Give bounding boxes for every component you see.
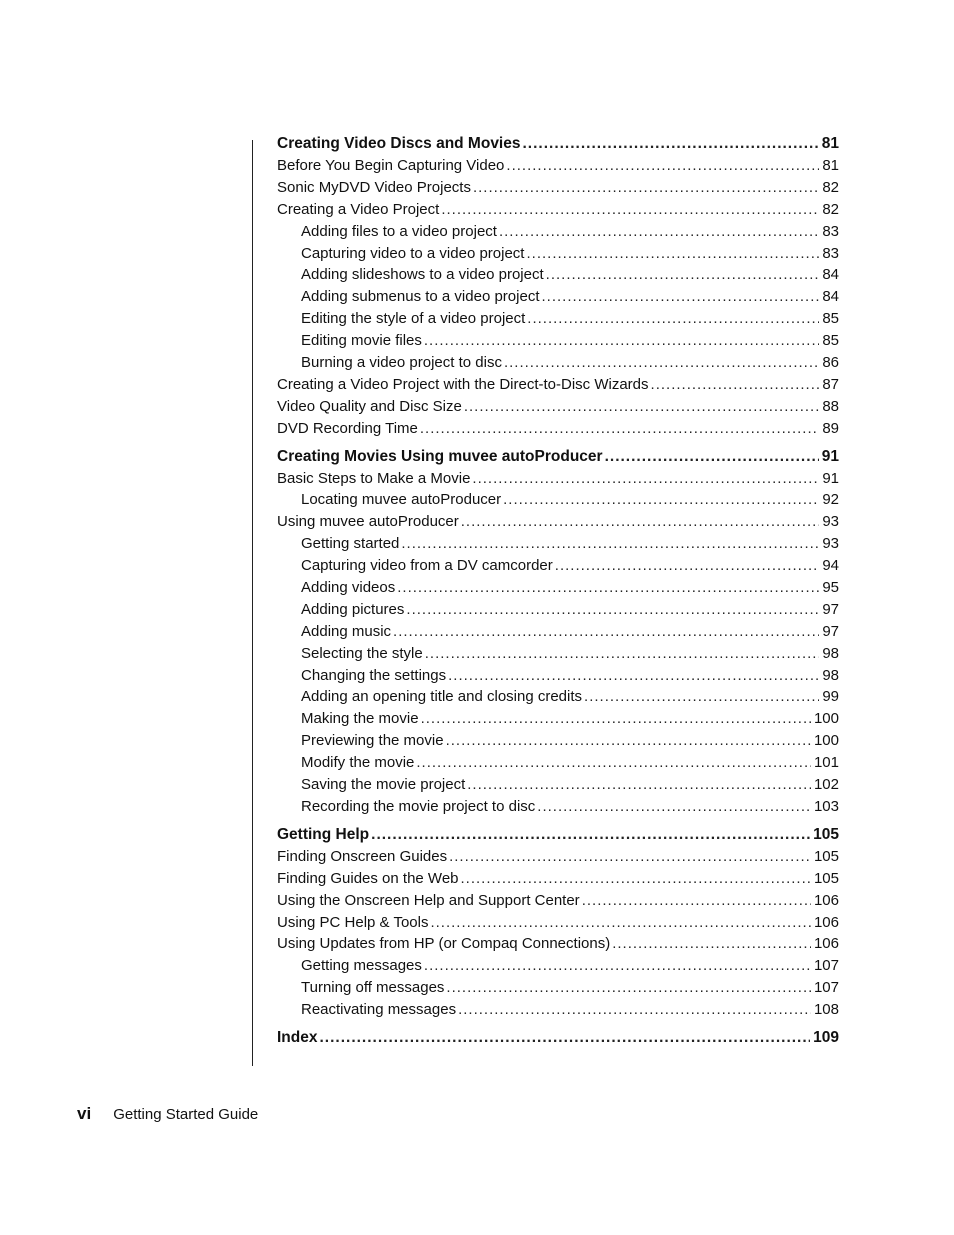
dot-leader bbox=[473, 177, 819, 199]
dot-leader bbox=[401, 533, 819, 555]
toc-chapter-entry[interactable] bbox=[277, 133, 839, 155]
toc-entry-title: Editing movie files bbox=[301, 332, 422, 350]
toc-entry[interactable] bbox=[277, 665, 839, 687]
toc-entry[interactable] bbox=[277, 352, 839, 374]
toc-entry[interactable] bbox=[277, 468, 839, 490]
toc-entry-title: Creating a Video Project with the Direct-to-Disc Wizards bbox=[277, 375, 649, 393]
toc-entry[interactable] bbox=[277, 999, 839, 1021]
toc-entry-page: 102 bbox=[813, 776, 839, 794]
toc-entry-page: 83 bbox=[822, 244, 839, 262]
toc-entry-page: 101 bbox=[813, 754, 839, 772]
toc-entry-page: 108 bbox=[813, 1001, 839, 1019]
toc-entry-title: Adding music bbox=[301, 622, 392, 640]
dot-leader bbox=[582, 890, 811, 912]
toc-entry-page: 107 bbox=[813, 957, 839, 975]
toc-entry[interactable] bbox=[277, 155, 839, 177]
dot-leader bbox=[416, 752, 811, 774]
toc-entry-title: Using muvee autoProducer bbox=[277, 513, 459, 531]
toc-entry[interactable] bbox=[277, 418, 839, 440]
toc-entry-title: Burning a video project to disc bbox=[301, 354, 502, 372]
dot-leader bbox=[527, 308, 819, 330]
toc-entry[interactable] bbox=[277, 868, 839, 890]
toc-entry[interactable] bbox=[277, 708, 839, 730]
toc-entry-page: 95 bbox=[822, 579, 839, 597]
toc-entry-title: Getting started bbox=[301, 535, 400, 553]
dot-leader bbox=[424, 955, 811, 977]
toc-entry[interactable] bbox=[277, 555, 839, 577]
toc-entry-title: Before You Begin Capturing Video bbox=[277, 157, 505, 174]
dot-leader bbox=[424, 330, 819, 352]
toc-entry[interactable] bbox=[277, 511, 839, 533]
toc-entry[interactable] bbox=[277, 933, 839, 955]
toc-entry[interactable] bbox=[277, 599, 839, 621]
margin-rule bbox=[252, 140, 253, 1066]
toc-entry[interactable] bbox=[277, 199, 839, 221]
dot-leader bbox=[526, 243, 819, 265]
page-footer bbox=[77, 1104, 258, 1124]
toc-entry-title: Selecting the style bbox=[301, 644, 423, 662]
toc-entry-page: 99 bbox=[822, 688, 839, 706]
toc-entry-title: Adding an opening title and closing credits bbox=[301, 688, 583, 706]
dot-leader bbox=[464, 396, 819, 418]
toc-entry-title: Adding files to a video project bbox=[301, 222, 497, 240]
dot-leader bbox=[584, 686, 819, 708]
toc-entry-page: 97 bbox=[822, 600, 839, 618]
toc-entry-page: 109 bbox=[813, 1028, 839, 1046]
toc-entry-title: Capturing video to a video project bbox=[301, 244, 525, 262]
toc-entry-page: 81 bbox=[822, 157, 839, 174]
toc-entry-page: 89 bbox=[822, 419, 839, 437]
toc-entry-page: 82 bbox=[822, 178, 839, 196]
dot-leader bbox=[541, 286, 819, 308]
toc-entry-page: 83 bbox=[822, 222, 839, 240]
toc-entry-title: Previewing the movie bbox=[301, 732, 444, 750]
toc-chapter-entry[interactable] bbox=[277, 824, 839, 846]
toc-entry-title: Creating Movies Using muvee autoProducer bbox=[277, 447, 603, 465]
toc-entry-page: 106 bbox=[813, 891, 839, 909]
toc-entry-title: Making the movie bbox=[301, 710, 419, 728]
toc-entry[interactable] bbox=[277, 577, 839, 599]
dot-leader bbox=[421, 708, 811, 730]
toc-entry-title: Sonic MyDVD Video Projects bbox=[277, 178, 471, 196]
toc-entry-page: 106 bbox=[813, 913, 839, 931]
toc-entry-title: Adding submenus to a video project bbox=[301, 288, 540, 306]
dot-leader bbox=[449, 846, 811, 868]
toc-entry-title: Basic Steps to Make a Movie bbox=[277, 469, 471, 487]
dot-leader bbox=[503, 489, 819, 511]
toc-entry[interactable] bbox=[277, 686, 839, 708]
toc-entry-page: 97 bbox=[822, 622, 839, 640]
dot-leader bbox=[504, 352, 819, 374]
toc-entry[interactable] bbox=[277, 643, 839, 665]
toc-entry-title: Adding slideshows to a video project bbox=[301, 266, 544, 284]
toc-entry-title: Saving the movie project bbox=[301, 776, 466, 794]
toc-entry[interactable] bbox=[277, 533, 839, 555]
dot-leader bbox=[651, 374, 820, 396]
toc-entry[interactable] bbox=[277, 177, 839, 199]
toc-entry-title: Creating Video Discs and Movies bbox=[277, 135, 521, 152]
toc-chapter-entry[interactable] bbox=[277, 446, 839, 468]
dot-leader bbox=[393, 621, 819, 643]
toc-entry-page: 91 bbox=[822, 469, 839, 487]
dot-leader bbox=[371, 824, 810, 846]
toc-entry-title: Turning off messages bbox=[301, 979, 445, 997]
toc-entry[interactable] bbox=[277, 955, 839, 977]
toc-entry[interactable] bbox=[277, 396, 839, 418]
dot-leader bbox=[467, 774, 811, 796]
dot-leader bbox=[555, 555, 820, 577]
dot-leader bbox=[522, 133, 818, 155]
toc-entry-title: Creating a Video Project bbox=[277, 200, 440, 218]
toc-entry-title: Using the Onscreen Help and Support Center bbox=[277, 891, 580, 909]
toc-entry[interactable] bbox=[277, 221, 839, 243]
dot-leader bbox=[319, 1027, 810, 1049]
toc-entry-title: Video Quality and Disc Size bbox=[277, 397, 462, 415]
toc-entry-page: 93 bbox=[822, 535, 839, 553]
dot-leader bbox=[430, 912, 811, 934]
dot-leader bbox=[506, 155, 819, 177]
dot-leader bbox=[499, 221, 819, 243]
dot-leader bbox=[472, 468, 819, 490]
toc-entry-title: Using PC Help & Tools bbox=[277, 913, 429, 931]
toc-entry[interactable] bbox=[277, 752, 839, 774]
toc-entry-title: Getting Help bbox=[277, 825, 370, 843]
dot-leader bbox=[420, 418, 819, 440]
toc-entry[interactable] bbox=[277, 308, 839, 330]
dot-leader bbox=[425, 643, 820, 665]
dot-leader bbox=[461, 511, 820, 533]
page-number: vi bbox=[77, 1104, 92, 1123]
toc-entry[interactable] bbox=[277, 796, 839, 818]
toc-entry-title: Recording the movie project to disc bbox=[301, 797, 536, 815]
toc-entry-title: DVD Recording Time bbox=[277, 419, 418, 437]
dot-leader bbox=[406, 599, 819, 621]
guide-title: Getting Started Guide bbox=[113, 1106, 259, 1123]
toc-entry-title: Adding pictures bbox=[301, 600, 405, 618]
toc-entry[interactable] bbox=[277, 890, 839, 912]
toc-entry-title: Adding videos bbox=[301, 579, 396, 597]
toc-entry-page: 98 bbox=[822, 666, 839, 684]
toc-entry-page: 100 bbox=[813, 732, 839, 750]
toc-entry[interactable] bbox=[277, 912, 839, 934]
toc-entry-page: 105 bbox=[813, 847, 839, 865]
toc-entry[interactable] bbox=[277, 621, 839, 643]
toc-entry-page: 98 bbox=[822, 644, 839, 662]
toc-entry-title: Reactivating messages bbox=[301, 1001, 457, 1019]
toc-entry-page: 94 bbox=[822, 557, 839, 575]
toc-entry-page: 84 bbox=[822, 288, 839, 306]
table-of-contents bbox=[277, 133, 839, 1049]
toc-entry[interactable] bbox=[277, 243, 839, 265]
toc-entry-page: 107 bbox=[813, 979, 839, 997]
toc-entry-page: 92 bbox=[822, 491, 839, 509]
toc-entry-title: Changing the settings bbox=[301, 666, 447, 684]
toc-entry-title: Using Updates from HP (or Compaq Connections) bbox=[277, 935, 611, 953]
toc-entry[interactable] bbox=[277, 489, 839, 511]
toc-entry-title: Modify the movie bbox=[301, 754, 415, 772]
toc-entry-page: 105 bbox=[813, 869, 839, 887]
toc-entry-title: Index bbox=[277, 1028, 318, 1046]
toc-entry-page: 93 bbox=[822, 513, 839, 531]
dot-leader bbox=[397, 577, 819, 599]
toc-entry-title: Capturing video from a DV camcorder bbox=[301, 557, 553, 575]
toc-entry-page: 85 bbox=[822, 310, 839, 328]
toc-entry-page: 82 bbox=[822, 200, 839, 218]
toc-entry[interactable] bbox=[277, 374, 839, 396]
toc-entry[interactable] bbox=[277, 774, 839, 796]
toc-entry-page: 106 bbox=[813, 935, 839, 953]
dot-leader bbox=[546, 264, 820, 286]
dot-leader bbox=[461, 868, 811, 890]
toc-entry-page: 88 bbox=[822, 397, 839, 415]
toc-entry-title: Locating muvee autoProducer bbox=[301, 491, 502, 509]
toc-entry-page: 100 bbox=[813, 710, 839, 728]
toc-entry[interactable] bbox=[277, 977, 839, 999]
toc-entry[interactable] bbox=[277, 846, 839, 868]
toc-entry-page: 105 bbox=[813, 825, 839, 843]
dot-leader bbox=[441, 199, 819, 221]
dot-leader bbox=[446, 977, 811, 999]
dot-leader bbox=[446, 730, 811, 752]
dot-leader bbox=[537, 796, 811, 818]
toc-entry-page: 85 bbox=[822, 332, 839, 350]
toc-entry-title: Getting messages bbox=[301, 957, 422, 975]
dot-leader bbox=[612, 933, 811, 955]
toc-entry-title: Finding Onscreen Guides bbox=[277, 847, 448, 865]
toc-entry-page: 91 bbox=[821, 447, 839, 465]
toc-entry-title: Editing the style of a video project bbox=[301, 310, 526, 328]
toc-entry[interactable] bbox=[277, 330, 839, 352]
toc-entry-page: 103 bbox=[813, 797, 839, 815]
toc-entry[interactable] bbox=[277, 730, 839, 752]
toc-entry-page: 81 bbox=[821, 135, 839, 152]
toc-entry-page: 87 bbox=[822, 375, 839, 393]
toc-chapter-entry[interactable] bbox=[277, 1027, 839, 1049]
toc-entry-title: Finding Guides on the Web bbox=[277, 869, 459, 887]
dot-leader bbox=[448, 665, 819, 687]
toc-entry[interactable] bbox=[277, 286, 839, 308]
toc-entry-page: 84 bbox=[822, 266, 839, 284]
toc-entry-page: 86 bbox=[822, 354, 839, 372]
dot-leader bbox=[605, 446, 819, 468]
toc-entry[interactable] bbox=[277, 264, 839, 286]
dot-leader bbox=[458, 999, 811, 1021]
